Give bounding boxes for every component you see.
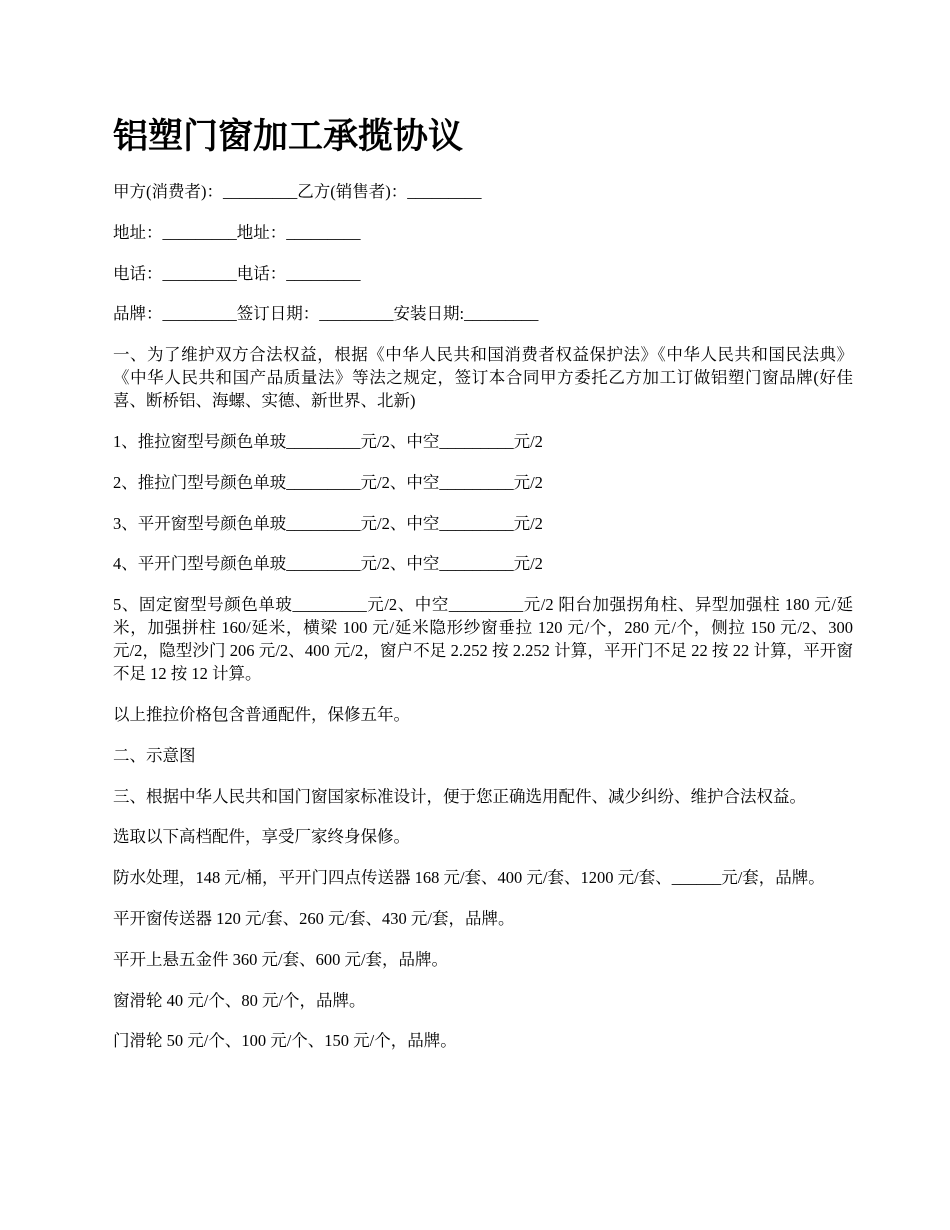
price-item-4: 4、平开门型号颜色单玻_________元/2、中空_________元/2 <box>113 554 543 574</box>
accessory-door-pulley-line: 门滑轮 50 元/个、100 元/个、150 元/个，品牌。 <box>113 1031 457 1051</box>
phone-line: 电话：_________电话：_________ <box>113 263 361 283</box>
clause-three-paragraph: 三、根据中华人民共和国门窗国家标准设计，便于您正确选用配件、减少纠纷、维护合法权益。 <box>113 786 806 806</box>
accessory-waterproof-line: 防水处理，148 元/桶，平开门四点传送器 168 元/套、400 元/套、1200 元/套、______元/套，品牌。 <box>113 868 825 888</box>
accessory-top-hung-hardware-line: 平开上悬五金件 360 元/套、600 元/套，品牌。 <box>113 949 449 969</box>
clause-two-heading: 二、示意图 <box>113 745 196 765</box>
party-names-line: 甲方(消费者)：_________乙方(销售者)：_________ <box>113 182 482 201</box>
accessory-window-pulley-line: 窗滑轮 40 元/个、80 元/个，品牌。 <box>113 990 366 1010</box>
price-item-3: 3、平开窗型号颜色单玻_________元/2、中空_________元/2 <box>113 513 543 533</box>
accessories-intro: 选取以下高档配件，享受厂家终身保修。 <box>113 827 410 847</box>
document-body <box>113 180 853 1070</box>
address-line: 地址：_________地址：_________ <box>113 222 361 242</box>
price-item-1: 1、推拉窗型号颜色单玻_________元/2、中空_________元/2 <box>113 431 543 451</box>
document-title: 铝塑门窗加工承揽协议 <box>113 117 464 156</box>
clause-one-paragraph: 一、为了维护双方合法权益，根据《中华人民共和国消费者权益保护法》《中华人民共和国民法典》《中华人民共和国产品质量法》等法之规定，签订本合同甲方委托乙方加工订做铝塑门窗品牌(好佳喜、断桥铝、海螺、实德、新世界、北新) <box>113 345 853 411</box>
warranty-note: 以上推拉价格包含普通配件，保修五年。 <box>113 704 410 724</box>
price-item-5: 5、固定窗型号颜色单玻_________元/2、中空_________元/2 阳台加强拐角柱、异型加强柱 180 元/延米，加强拼柱 160/延米，横梁 100 元/延米隐形纱窗垂拉 120 元/个，280 元/个，侧拉 150 元/2、300 元/2，隐型沙门 206 元/2、400 元/2，窗户不足 2.252 按 2.252 计算，平开门不足 22 按 22 计算，平开窗不足 12 按 12 计算。 <box>113 595 853 684</box>
accessory-window-transmitter-line: 平开窗传送器 120 元/套、260 元/套、430 元/套，品牌。 <box>113 908 515 928</box>
brand-date-line: 品牌：_________签订日期：_________安装日期:_________ <box>113 304 539 324</box>
price-item-2: 2、推拉门型号颜色单玻_________元/2、中空_________元/2 <box>113 472 543 492</box>
